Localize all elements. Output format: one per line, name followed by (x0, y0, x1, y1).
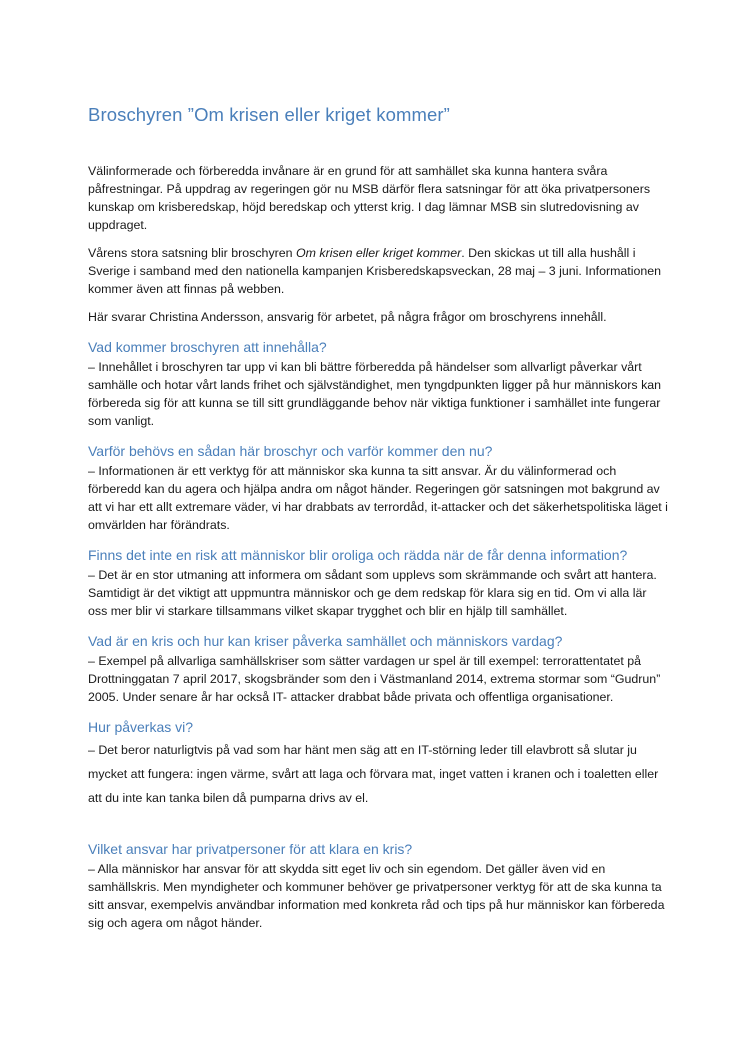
question-heading: Vilket ansvar har privatpersoner för att klara en kris? (88, 841, 413, 857)
brochure-paragraph-end: . Den skickas ut till alla hushåll i Sverige i samband med den nationella kampanjen Krisberedskapsveckan, 28 maj – 3 juni. Informationen kommer även att finnas på webben. (88, 246, 662, 296)
answer-paragraph: – Exempel på allvarliga samhällskriser som sätter vardagen ur spel är till exempel: terrorattentatet på Drottninggatan 7 april 2017, skogsbränder som den i Västmanland 2014, extrema stormar som “Gudrun” 2005. Under senare år har också IT- attacker drabbat både privata och offentliga organisationer. (88, 654, 661, 704)
qa-block-1 (88, 338, 668, 430)
qa-block-6 (88, 840, 668, 932)
question-heading: Varför behövs en sådan här broschyr och varför kommer den nu? (88, 443, 493, 459)
answer-paragraph: – Informationen är ett verktyg för att människor ska kunna ta sitt ansvar. Är du välinformerad och förberedd kan du agera och hjälpa andra om något händer. Regeringen gör satsningen mot bakgrund av att vi har ett allt extremare väder, vi har drabbats av terrordåd, it-attacker och det säkerhetspolitiska läget i omvärlden har förändrats. (88, 464, 668, 532)
question-heading: Hur påverkas vi? (88, 719, 194, 735)
answer-paragraph: – Innehållet i broschyren tar upp vi kan bli bättre förberedda på händelser som allvarligt påverkar vårt samhälle och hotar vårt lands frihet och självständighet, men tyngdpunkten ligger på hur människors kan förbereda sig för att kunna se till sitt grundläggande behov när viktiga funktioner i samhället inte fungerar som vanligt. (88, 360, 662, 428)
brochure-paragraph-start: Vårens stora satsning blir broschyren (88, 246, 296, 260)
qa-block-5 (88, 718, 668, 810)
interview-intro-paragraph: Här svarar Christina Andersson, ansvarig för arbetet, på några frågor om broschyrens innehåll. (88, 310, 607, 324)
intro-paragraph: Välinformerade och förberedda invånare är en grund för att samhället ska kunna hantera svåra påfrestningar. På uppdrag av regeringen gör nu MSB därför flera satsningar för att öka privatpersoners kunskap om krisberedskap, höjd beredskap och ytterst krig. I dag lämnar MSB sin slutredovisning av uppdraget. (88, 164, 651, 232)
spacer (88, 810, 668, 828)
answer-paragraph: – Det är en stor utmaning att informera om sådant som upplevs som skrämmande och svårt att hantera. Samtidigt är det viktigt att uppmuntra människor och ge dem redskap för klara sig en tid. Om vi alla lär oss mer blir vi starkare tillsammans vilket skapar trygghet och blir en hjälp till samhället. (88, 568, 657, 618)
brochure-paragraph (88, 244, 668, 298)
answer-paragraph: – Alla människor har ansvar för att skydda sitt eget liv och sin egendom. Det gäller även vid en samhällskris. Men myndigheter och kommuner behöver ge privatpersoner verktyg för att de ska kunna ta sitt ansvar, exempelvis användbar information med konkreta råd och tips på hur människor kan förbereda sig och agera om något händer. (88, 862, 665, 930)
brochure-name: Om krisen eller kriget kommer (296, 246, 462, 260)
answer-paragraph: – Det beror naturligtvis på vad som har hänt men säg att en IT-störning leder till elavbrott så slutar ju mycket att fungera: ingen värme, svårt att laga och förvara mat, inget vatten i kranen och i toaletten eller att du inte kan tanka bilen då pumparna drivs av el. (88, 743, 659, 805)
document-title: Broschyren ”Om krisen eller kriget kommer” (88, 104, 450, 125)
question-heading: Finns det inte en risk att människor blir oroliga och rädda när de får denna information? (88, 547, 628, 563)
qa-block-3 (88, 546, 668, 620)
question-heading: Vad är en kris och hur kan kriser påverka samhället och människors vardag? (88, 633, 563, 649)
document-page (88, 104, 668, 932)
qa-block-2 (88, 442, 668, 534)
qa-block-4 (88, 632, 668, 706)
question-heading: Vad kommer broschyren att innehålla? (88, 339, 327, 355)
